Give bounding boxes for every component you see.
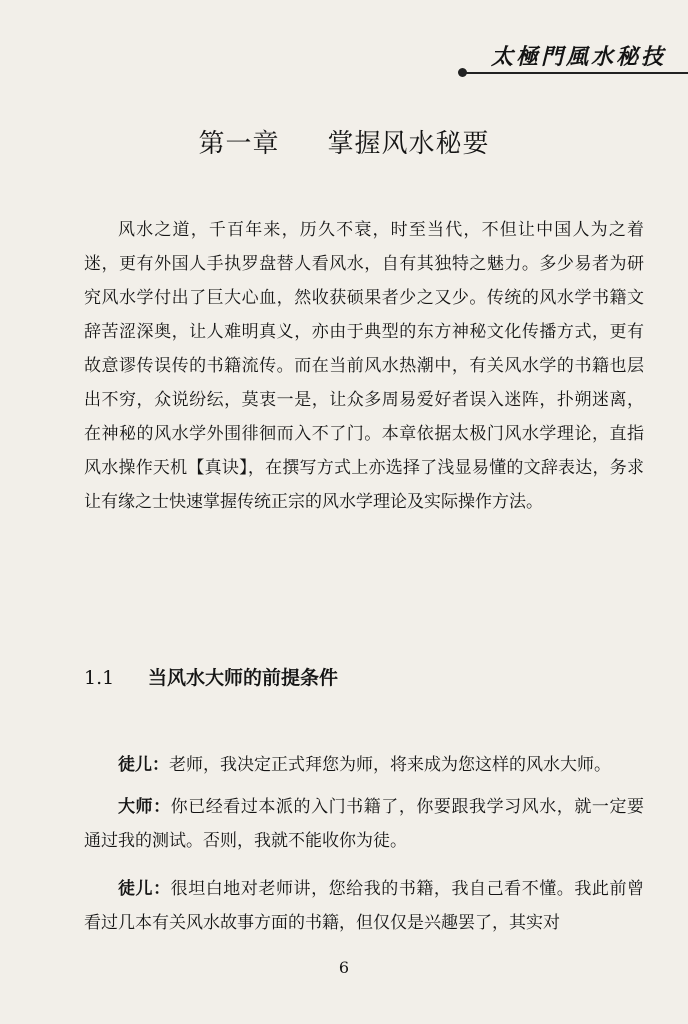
header-rule bbox=[466, 72, 688, 74]
running-header-title: 太極門風水秘技 bbox=[490, 44, 666, 70]
section-heading bbox=[84, 663, 338, 690]
dialogue-speaker: 大师： bbox=[118, 797, 171, 817]
dialogue-speaker: 徒儿： bbox=[118, 755, 169, 775]
dialogue-speaker: 徒儿： bbox=[118, 879, 171, 899]
dialogue-line bbox=[84, 872, 644, 940]
chapter-name: 掌握风水秘要 bbox=[327, 129, 490, 159]
chapter-title bbox=[0, 123, 688, 160]
section-number: 1.1 bbox=[84, 667, 115, 689]
dialogue-line bbox=[84, 790, 644, 858]
intro-paragraph: 风水之道，千百年来，历久不衰，时至当代，不但让中国人为之着迷，更有外国人手执罗盘替人看风水，自有其独特之魅力。多少易者为研究风水学付出了巨大心血，然收获硕果者少之又少。传统的风水学书籍文辞苦涩深奥，让人难明真义，亦由于典型的东方神秘文化传播方式，更有故意谬传误传的书籍流传。而在当前风水热潮中，有关风水学的书籍也层出不穷，众说纷纭，莫衷一是，让众多周易爱好者误入迷阵，扑朔迷离，在神秘的风水学外围徘徊而入不了门。本章依据太极门风水学理论，直指风水操作天机【真诀】，在撰写方式上亦选择了浅显易懂的文辞表达，务求让有缘之士快速掌握传统正宗的风水学理论及实际操作方法。 bbox=[84, 220, 644, 512]
dialogue-text: 很坦白地对老师讲，您给我的书籍，我自己看不懂。我此前曾看过几本有关风水故事方面的书籍，但仅仅是兴趣罢了，其实对 bbox=[84, 879, 644, 933]
dialogue-text: 你已经看过本派的入门书籍了，你要跟我学习风水，就一定要通过我的测试。否则，我就不能收你为徒。 bbox=[84, 797, 644, 851]
chapter-number: 第一章 bbox=[198, 129, 280, 159]
page-number: 6 bbox=[338, 958, 350, 977]
dialogue-line bbox=[84, 748, 644, 782]
section-name: 当风水大师的前提条件 bbox=[148, 667, 339, 689]
dialogue-text: 老师，我决定正式拜您为师，将来成为您这样的风水大师。 bbox=[169, 755, 611, 775]
